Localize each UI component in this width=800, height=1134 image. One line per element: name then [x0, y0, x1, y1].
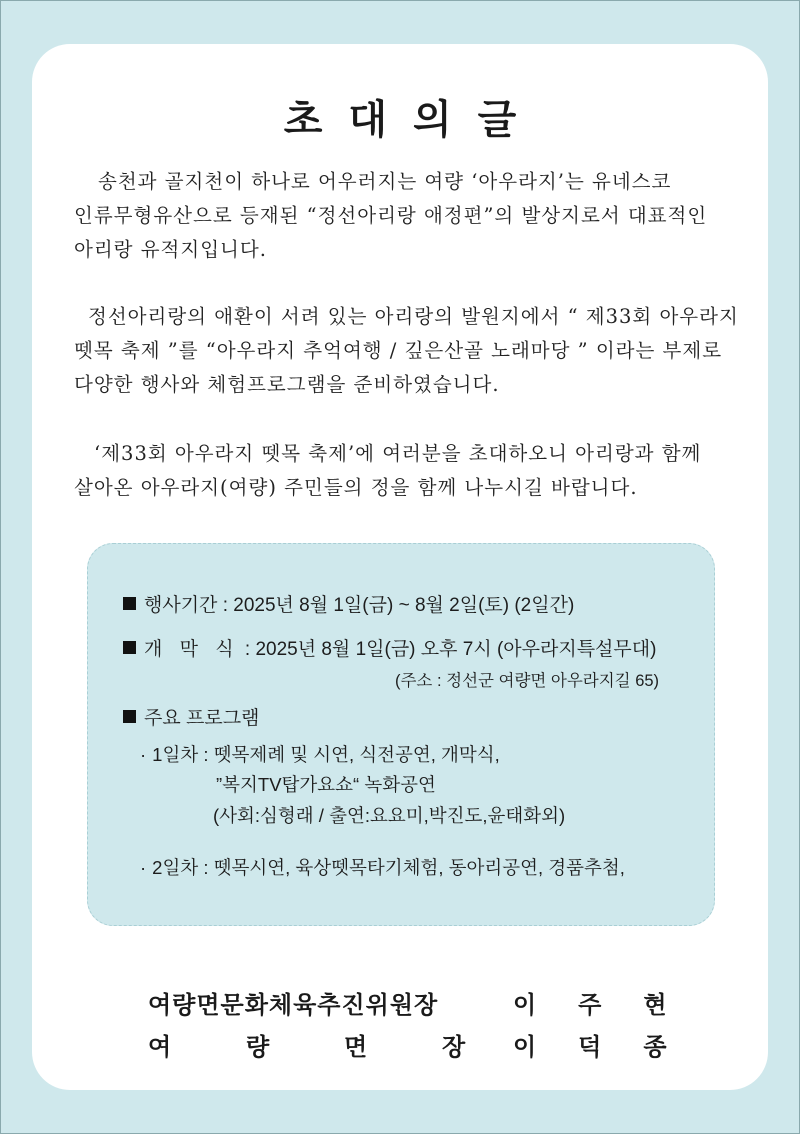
paragraph-line: 정선아리랑의 애환이 서려 있는 아리랑의 발원지에서 “ 제33회 아우라지 [88, 305, 739, 328]
event-period [123, 590, 574, 617]
paragraph-intro [74, 165, 726, 267]
square-bullet-icon [123, 641, 136, 654]
day1-line3: (사회:심형래 / 출연:요요미,박진도,윤태화외) [213, 805, 566, 826]
signatory-2-title-char: 면 [344, 1032, 368, 1061]
paragraph-line: 살아온 아우라지(여량) 주민들의 정을 함께 나누시길 바랍니다. [74, 476, 638, 499]
paragraph-line: 인류무형유산으로 등재된 “정선아리랑 애정편”의 발상지로서 대표적인 [74, 204, 708, 227]
event-period-label: 행사기간 : [144, 595, 234, 616]
opening-label: 개 막 식 [144, 639, 240, 660]
square-bullet-icon [123, 597, 136, 610]
day2-label: 2일차 : [152, 857, 214, 878]
day1-line2: ”복지TV탑가요쇼“ 녹화공연 [216, 774, 436, 795]
paragraph-line: 뗏목 축제 ”를 “아우라지 추억여행 / 깊은산골 노래마당 ” 이라는 부제로 [74, 339, 723, 362]
day1-line1: 뗏목제례 및 시연, 식전공연, 개막식, [213, 744, 500, 765]
signatory-1-title: 여량면문화체육추진위원장 [148, 990, 439, 1019]
signatory-2-title-char: 량 [246, 1032, 270, 1061]
day1-program [140, 741, 500, 767]
signatory-2-name: 이덕종 [513, 1032, 709, 1061]
day2-program [140, 854, 625, 880]
opening-ceremony [123, 634, 656, 661]
page-title: 초대의글 [283, 96, 543, 143]
square-bullet-icon [123, 710, 136, 723]
paragraph-festival [74, 300, 739, 402]
day2-line1: 뗏목시연, 육상뗏목타기체험, 동아리공연, 경품추첨, [213, 857, 625, 878]
opening-value: 2025년 8월 1일(금) 오후 7시 (아우라지특설무대) [255, 639, 657, 660]
paragraph-invitation [74, 437, 726, 505]
event-period-value: 2025년 8월 1일(금) ~ 8월 2일(토) (2일간) [233, 595, 575, 616]
dot-bullet-icon: · [140, 744, 147, 765]
paragraph-line: 송천과 골지천이 하나로 어우러지는 여량 ‘아우라지’는 유네스코 [98, 170, 672, 193]
main-programs-heading [123, 703, 259, 730]
signatory-2-title-char: 장 [442, 1032, 466, 1061]
signatory-1-name: 이주현 [513, 990, 709, 1019]
day1-label: 1일차 : [152, 744, 214, 765]
paragraph-line: 아리랑 유적지입니다. [74, 238, 267, 261]
signatory-2-title-char: 여 [148, 1032, 172, 1061]
venue-address: (주소 : 정선군 여량면 아우라지길 65) [395, 672, 660, 690]
main-programs-label: 주요 프로그램 [144, 708, 260, 729]
opening-separator: : [239, 639, 256, 660]
dot-bullet-icon: · [140, 857, 147, 878]
signatory-2-title [148, 1027, 465, 1062]
paragraph-line: 다양한 행사와 체험프로그램을 준비하였습니다. [74, 373, 500, 396]
paragraph-line: ‘제33회 아우라지 뗏목 축제’에 여러분을 초대하오니 아리랑과 함께 [94, 442, 702, 465]
